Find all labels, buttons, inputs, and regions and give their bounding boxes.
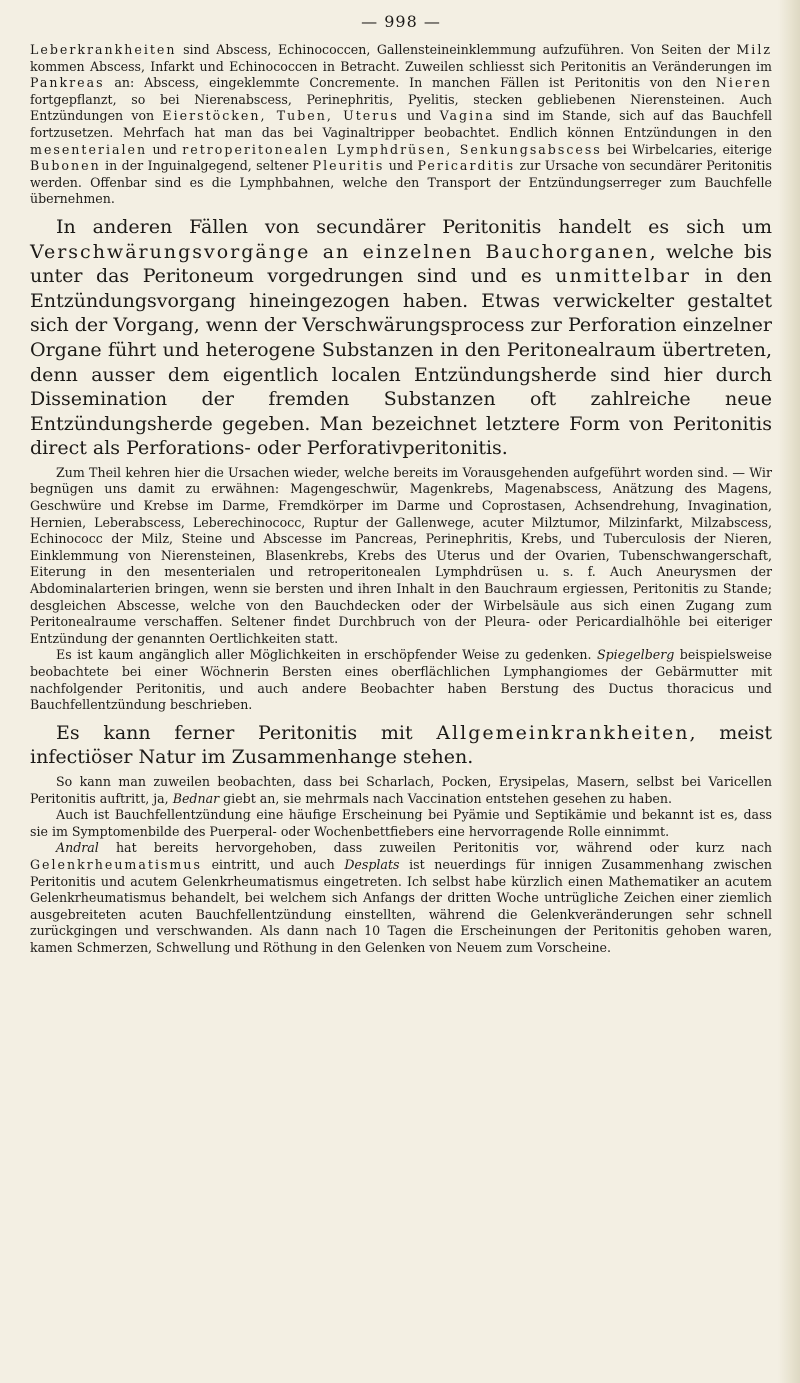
text-run: fortgepflanzt, so bei Nierenabscess, Perinephritis, Pyelitis, stecken gebliebenen Nierensteinen. Auch Entzündungen von bbox=[30, 91, 772, 124]
text-run: Pleuritis bbox=[312, 158, 385, 174]
text-run: Es ist kaum angänglich aller Möglichkeiten in erschöpfender Weise zu gedenken. bbox=[56, 647, 597, 663]
text-run: an: Abscess, eingeklemmte Concremente. In manchen Fällen ist Peritonitis von den bbox=[104, 75, 716, 91]
text-run: Leberkrankheiten bbox=[30, 42, 177, 57]
text-run: Desplats bbox=[344, 856, 400, 872]
text-run: Andral bbox=[56, 840, 99, 856]
text-run: und bbox=[384, 158, 418, 174]
page-edge-shadow bbox=[778, 0, 800, 1383]
text-run: mesenterialen bbox=[30, 141, 148, 157]
paragraph-organ-causes bbox=[30, 42, 772, 208]
text-run: So kann man zuweilen beobachten, dass bei Scharlach, Pocken, Erysipelas, Masern, selbst bei Varicellen Peritonitis auftritt, ja, bbox=[30, 773, 772, 806]
text-run: Eierstöcken, Tuben, Uterus bbox=[162, 108, 399, 124]
paragraph-infectious-diseases bbox=[30, 774, 772, 807]
book-page bbox=[30, 0, 772, 1383]
text-run: sind Abscess, Echinococcen, Gallensteineinklemmung aufzuführen. Von Seiten der bbox=[176, 42, 737, 57]
text-run: Verschwärungsvorgänge an einzelnen Bauchorganen bbox=[30, 240, 650, 263]
paragraph-general-diseases bbox=[30, 721, 772, 770]
text-run: Zum Theil kehren hier die Ursachen wieder, welche bereits im Vorausgehenden aufgeführt worden sind. — Wir begnügen uns damit zu erwähnen: Magengeschwür, Magenkrebs, Magenabscess, Anätzung des Magens, Geschwüre und Krebse im Darme, Fremdkörper im Darme und Coprostasen, Achsendrehung, Invagination, Hernien, Leberabscess, Leberechinococc, Ruptur der Gallenwege, acuter Milztumor, Milzinfarkt, Milzabscess, Echinococc der Milz, Steine und Abscesse im Pancreas, Perinephritis, Krebs, und Tuberculosis der Nieren, Einklemmung von Nierensteinen, Blasenkrebs, Krebs des Uterus und der Ovarien, Tubenschwangerschaft, Eiterung in den mesenterialen und retroperitonealen Lymphdrüsen u. s. f. Auch Aneurysmen der Abdominalarterien bringen, wenn sie bersten und ihren Inhalt in den Bauchraum ergiessen, Peritonitis zu Stande; desgleichen Abscesse, welche von den Bauchdecken oder der Wirbelsäule aus sich einen Zugang zum Peritonealraume verschaffen. Seltener findet Durchbruch von der Pleura- oder Pericardialhöhle bei eiteriger Entzündung der genannten Oertlichkeiten statt. bbox=[30, 464, 772, 646]
text-run: Vagina bbox=[439, 108, 495, 124]
text-run: Pericarditis bbox=[417, 158, 516, 174]
text-run: retroperitonealen Lymphdrüsen, Senkungsabscess bbox=[182, 141, 602, 157]
text-run: Spiegelberg bbox=[596, 647, 675, 663]
text-run: Bubonen bbox=[30, 158, 101, 174]
text-run: und bbox=[398, 108, 440, 124]
paragraph-pyaemia bbox=[30, 807, 772, 840]
text-run: eintritt, und auch bbox=[201, 856, 345, 872]
text-run: in den Entzündungsvorgang hineingezogen haben. Etwas verwickelter gestaltet sich der Vorgang, wenn der Verschwärungsprocess zur Perforation einzelner Organe führt und heterogene Substanzen in den Peritonealraum übertreten, denn ausser dem eigentlich localen Entzündungsherde sind hier durch Dissemination der fremden Substanzen oft zahlreiche neue Entzündungsherde gegeben. Man bezeichnet letztere Form von Peritonitis direct als Perforations- oder Perforativperitonitis. bbox=[30, 265, 772, 460]
text-run: bei Wirbelcaries, eiterige bbox=[601, 141, 773, 157]
text-run: Pankreas bbox=[30, 75, 105, 91]
text-run: sind im Stande, sich auf das Bauchfell fortzusetzen. Mehrfach hat man das bei Vaginaltripper beobachtet. Endlich können Entzündungen in den bbox=[30, 108, 773, 140]
text-run: Gelenkrheumatismus bbox=[30, 856, 202, 872]
text-run: giebt an, sie mehrmals nach Vaccination entstehen gesehen zu haben. bbox=[219, 790, 672, 806]
paragraph-ulceration-perforation bbox=[30, 215, 772, 461]
text-run: kommen Abscess, Infarkt und Echinococcen in Betracht. Zuweilen schliesst sich Peritonitis an Veränderungen im bbox=[30, 58, 772, 74]
text-run: unmittelbar bbox=[555, 265, 692, 288]
text-run: Nieren bbox=[715, 75, 772, 91]
page-number: — 998 — bbox=[361, 12, 441, 31]
text-run: , welche bis unter das Peritoneum vorgedrungen sind und es bbox=[30, 240, 772, 288]
text-run: Es kann ferner Peritonitis mit bbox=[56, 721, 437, 744]
text-run: und bbox=[147, 141, 183, 157]
text-run: beispielsweise beobachtete bei einer Wöchnerin Bersten eines oberflächlichen Lymphangiomes der Gebärmutter mit nachfolgender Peritonitis, und auch andere Beobachter haben Berstung des Ductus thoracicus und Bauchfellentzündung beschrieben. bbox=[30, 647, 773, 713]
paragraph-rare-causes bbox=[30, 647, 772, 713]
text-run: Allgemeinkrankheiten bbox=[436, 721, 690, 744]
paragraph-perforation-causes bbox=[30, 465, 772, 648]
text-run: Milz bbox=[736, 42, 772, 57]
text-run: hat bereits hervorgehoben, dass zuweilen Peritonitis vor, während oder kurz nach bbox=[98, 840, 772, 856]
text-run: , meist infectiöser Natur im Zusammenhange stehen. bbox=[30, 721, 773, 769]
text-run: in der Inguinalgegend, seltener bbox=[100, 158, 313, 174]
text-run: Auch ist Bauchfellentzündung eine häufige Erscheinung bei Pyämie und Septikämie und bekannt ist es, dass sie im Symptomenbilde des Puerperal- oder Wochenbettfiebers eine hervorragende Rolle einnimmt. bbox=[30, 807, 772, 839]
text-run: In anderen Fällen von secundärer Peritonitis handelt es sich um bbox=[56, 215, 772, 238]
text-run: ist neuerdings für innigen Zusammenhang zwischen Peritonitis und acutem Gelenkrheumatismus eingetreten. Ich selbst habe kürzlich einen Mathematiker an acutem Gelenkrheumatismus behandelt, bei welchem sich Anfangs der dritten Woche untrügliche Zeichen einer ziemlich ausgebreiteten acuten Bauchfellentzündung einstellten, während die Gelenkveränderungen sehr schnell zurückgingen und verschwanden. Als dann nach 10 Tagen die Erscheinungen der Peritonitis gehoben waren, kamen Schmerzen, Schwellung und Röthung in den Gelenken von Neuem zum Vorscheine. bbox=[30, 856, 772, 955]
text-run: Bednar bbox=[172, 790, 220, 806]
text-run: zur Ursache von secundärer Peritonitis werden. Offenbar sind es die Lymphbahnen, welche den Transport der Entzündungserreger zum Bauchfelle übernehmen. bbox=[30, 158, 773, 207]
paragraph-rheumatism bbox=[30, 840, 772, 956]
